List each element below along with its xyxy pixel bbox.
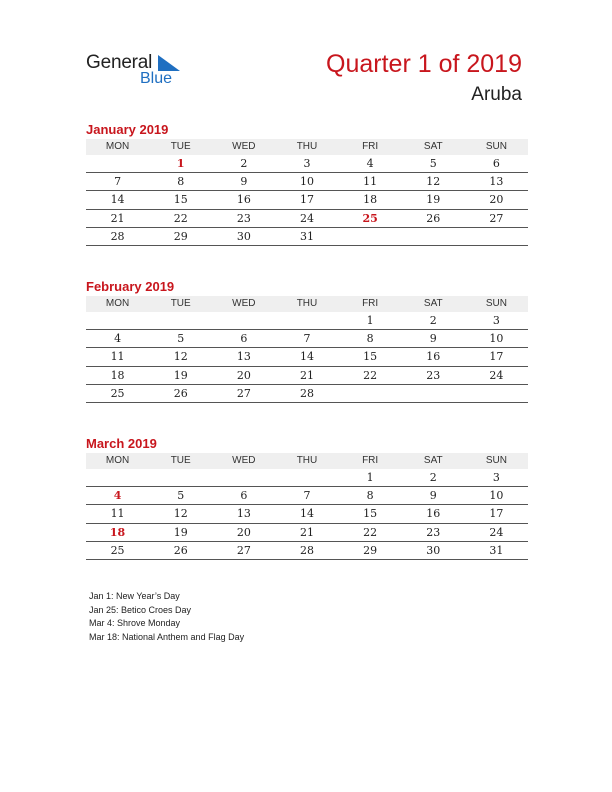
day-cell: 17 [299, 193, 314, 207]
day-cell: 1 [366, 471, 374, 484]
weekday-label: MON [105, 455, 130, 466]
day-cell: 16 [236, 193, 251, 207]
day-cell [339, 385, 402, 402]
day-cell: 25 [110, 543, 125, 557]
day-cell: 10 [489, 332, 504, 346]
weekday-header-row [86, 453, 528, 469]
weekday-label: SUN [485, 298, 507, 309]
weekday-label: WED [232, 298, 256, 309]
holiday-list [89, 590, 244, 644]
week-row [86, 469, 528, 487]
weekday-label: MON [105, 141, 130, 152]
day-cell: 22 [363, 525, 378, 539]
day-cell: 27 [236, 386, 251, 400]
day-cell: 19 [173, 525, 188, 539]
day-cell: 17 [489, 507, 504, 521]
weekday-header-row [86, 296, 528, 312]
day-cell [149, 469, 212, 486]
day-cell: 14 [110, 193, 125, 207]
holiday-note: Mar 4: Shrove Monday [89, 618, 181, 628]
weekday-label: FRI [362, 298, 379, 309]
week-row [86, 173, 528, 191]
day-cell: 3 [303, 157, 311, 170]
day-cell: 2 [429, 314, 437, 327]
day-cell: 28 [110, 229, 125, 243]
country-name: Aruba [471, 84, 522, 105]
day-cell: 11 [110, 350, 125, 364]
day-cell [465, 385, 528, 402]
week-row [86, 191, 528, 209]
day-cell: 2 [240, 157, 248, 170]
generalblue-logo [86, 52, 196, 92]
day-cell: 24 [489, 368, 504, 382]
day-cell [86, 312, 149, 329]
day-cell: 17 [489, 350, 504, 364]
day-cell: 4 [114, 332, 122, 346]
weekday-label: THU [296, 298, 318, 309]
day-cell: 19 [426, 193, 441, 207]
weekday-label: SAT [423, 455, 443, 466]
week-row [86, 487, 528, 505]
day-cell: 23 [236, 211, 251, 225]
day-cell: 21 [110, 211, 125, 225]
day-cell: 29 [173, 229, 188, 243]
week-row [86, 524, 528, 542]
day-cell: 12 [426, 175, 441, 189]
weekday-label: SUN [485, 455, 507, 466]
day-cell: 5 [177, 332, 185, 346]
day-cell: 9 [429, 489, 437, 503]
weekday-label: FRI [362, 455, 379, 466]
day-cell: 20 [236, 525, 251, 539]
day-cell: 20 [489, 193, 504, 207]
day-cell: 26 [426, 211, 441, 225]
day-cell: 8 [177, 175, 185, 189]
weekday-label: TUE [170, 141, 191, 152]
day-cell: 9 [240, 175, 248, 189]
holiday-day-cell: 25 [362, 211, 378, 225]
day-cell: 16 [426, 507, 441, 521]
day-cell: 6 [240, 489, 248, 503]
day-cell [402, 228, 465, 245]
week-row [86, 228, 528, 246]
day-cell: 18 [363, 193, 378, 207]
day-cell [212, 312, 275, 329]
page-title: Quarter 1 of 2019 [326, 50, 522, 78]
day-cell: 30 [236, 229, 251, 243]
weekday-label: SUN [485, 141, 507, 152]
day-cell: 7 [114, 175, 122, 189]
day-cell [212, 469, 275, 486]
logo-general-text: General [86, 52, 153, 73]
day-cell: 22 [173, 211, 188, 225]
holiday-day-cell: 4 [113, 489, 122, 503]
day-cell: 8 [366, 489, 374, 503]
day-cell: 26 [173, 386, 188, 400]
day-cell: 3 [492, 471, 500, 484]
day-cell: 22 [363, 368, 378, 382]
week-row [86, 330, 528, 348]
day-cell: 3 [492, 314, 500, 327]
logo-blue-text: Blue [140, 70, 173, 87]
day-cell: 27 [236, 543, 251, 557]
day-cell: 26 [173, 543, 188, 557]
week-row [86, 542, 528, 560]
day-cell: 25 [110, 386, 125, 400]
day-cell [149, 312, 212, 329]
weekday-label: THU [296, 141, 318, 152]
weekday-label: THU [296, 455, 318, 466]
day-cell: 15 [363, 350, 378, 364]
weekday-header-row [86, 139, 528, 155]
day-cell: 4 [366, 157, 374, 170]
day-cell: 7 [303, 489, 311, 503]
day-cell: 10 [299, 175, 314, 189]
holiday-day-cell: 1 [176, 157, 185, 170]
weekday-label: TUE [170, 455, 191, 466]
weekday-label: FRI [362, 141, 379, 152]
month-february [86, 277, 528, 403]
week-row [86, 367, 528, 385]
day-cell [402, 385, 465, 402]
day-cell: 13 [489, 175, 504, 189]
week-row [86, 312, 528, 330]
week-row [86, 210, 528, 228]
day-cell: 9 [429, 332, 437, 346]
week-row [86, 505, 528, 523]
month-january [86, 120, 528, 246]
day-cell: 7 [303, 332, 311, 346]
month-march [86, 434, 528, 560]
holiday-note: Jan 1: New Year’s Day [89, 591, 180, 601]
day-cell: 21 [299, 525, 314, 539]
week-row [86, 155, 528, 173]
day-cell: 14 [299, 350, 314, 364]
day-cell: 6 [492, 157, 500, 170]
weekday-label: WED [232, 455, 256, 466]
day-cell: 5 [429, 157, 437, 170]
day-cell: 30 [426, 543, 441, 557]
day-cell: 13 [236, 507, 251, 521]
day-cell [275, 469, 338, 486]
day-cell: 23 [426, 525, 441, 539]
day-cell: 10 [489, 489, 504, 503]
day-cell: 31 [489, 543, 504, 557]
week-row [86, 385, 528, 403]
day-cell: 19 [173, 368, 188, 382]
weekday-label: SAT [423, 141, 443, 152]
day-cell: 27 [489, 211, 504, 225]
day-cell: 13 [236, 350, 251, 364]
weekday-label: TUE [170, 298, 191, 309]
day-cell: 8 [366, 332, 374, 346]
weekday-label: SAT [423, 298, 443, 309]
day-cell: 28 [299, 386, 314, 400]
day-cell: 15 [363, 507, 378, 521]
day-cell: 24 [299, 211, 314, 225]
day-cell [465, 228, 528, 245]
day-cell: 5 [177, 489, 185, 503]
day-cell: 20 [236, 368, 251, 382]
day-cell: 21 [299, 368, 314, 382]
logo-triangle-icon [158, 55, 180, 71]
day-cell: 2 [429, 471, 437, 484]
day-cell: 6 [240, 332, 248, 346]
day-cell [275, 312, 338, 329]
day-cell: 18 [110, 368, 125, 382]
day-cell: 12 [173, 507, 188, 521]
holiday-day-cell: 18 [109, 525, 126, 539]
weekday-label: WED [232, 141, 256, 152]
day-cell [339, 228, 402, 245]
holiday-note: Mar 18: National Anthem and Flag Day [89, 631, 245, 642]
week-row [86, 348, 528, 366]
month-title: January 2019 [86, 122, 169, 137]
day-cell: 23 [426, 368, 441, 382]
day-cell [86, 469, 149, 486]
month-title: February 2019 [86, 279, 175, 294]
day-cell: 24 [489, 525, 504, 539]
day-cell: 15 [173, 193, 188, 207]
month-title: March 2019 [86, 436, 157, 451]
day-cell: 14 [299, 507, 314, 521]
day-cell: 31 [299, 229, 314, 243]
holiday-note: Jan 25: Betico Croes Day [89, 604, 192, 615]
day-cell [86, 155, 149, 172]
day-cell: 29 [363, 543, 378, 557]
day-cell: 11 [110, 507, 125, 521]
day-cell: 1 [366, 314, 374, 327]
day-cell: 11 [363, 175, 378, 189]
day-cell: 12 [173, 350, 188, 364]
day-cell: 16 [426, 350, 441, 364]
weekday-label: MON [105, 298, 130, 309]
day-cell: 28 [299, 543, 314, 557]
